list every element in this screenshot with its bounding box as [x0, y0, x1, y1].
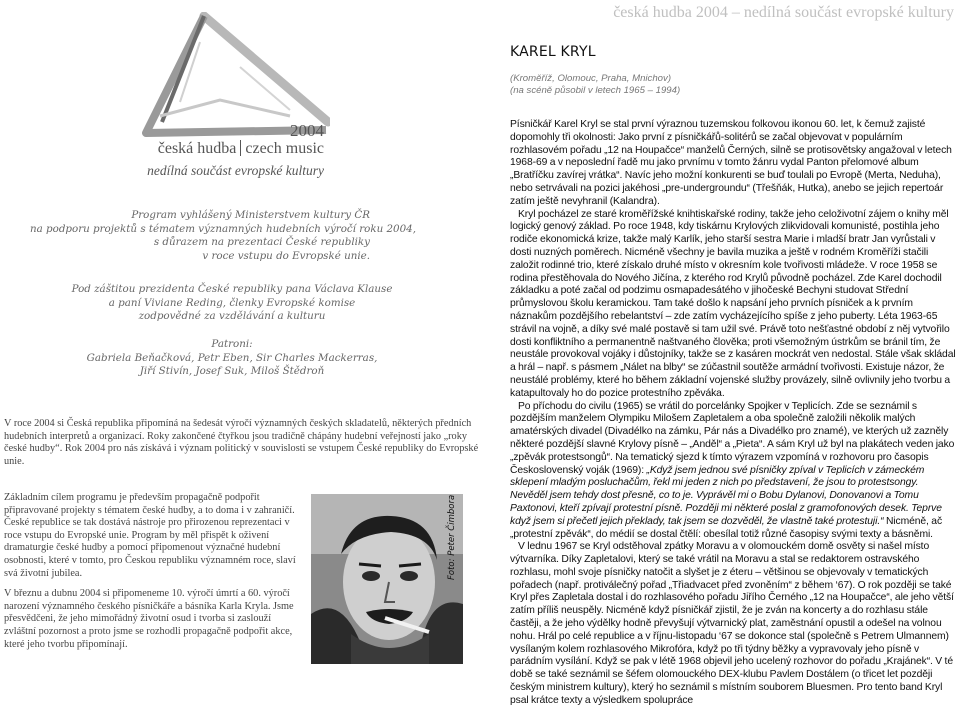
- patrons-line: Gabriela Beňačková, Petr Eben, Sir Charles Mackerras,: [86, 351, 378, 364]
- bio-paragraph: V lednu 1967 se Kryl odstěhoval zpátky Moravu a v olomouckém domě osvěty si našel místo výtvarníka. Díky Zapletalovi, který se také vrátil na Moravu a stal se redaktorem ostravského rozhlasu, mohl svoje písničky natočit a slyšet je z éteru – většinou se objevovaly v tematických pořadech (např. protiválečný pořad „Třiadvacet před zvoněním“ z během ‘67). O rok později se také Kryl přes Zapletala dostal i do rozhlasového pořadu Jiřího Černého „12 na Houpačce“, ale jeho větší zatím příliš neuspěly. Nicméně když písničkář zjistil, že je zván na koncerty a do rozhlasu stále častěji, a že jeho výdělky hodně převyšují výtvarnický plat, zaměstnání opustil a odešel na volnou nohu. Hrál po celé republice a v říjnu-listopadu ‘67 se dokonce stal (společně s Petrem Ulmannem) vysílaným kolem rozhlasového Mikrofóra, když po tři týdny běžky a vypravovaly jeho písně v parádním vysílání. Když se pak v létě 1968 objevil jeho ucelený rozhovor do pořadu „Krajánek“. V té době se také seznámil se šéfem olomouckého DEX-klubu Pavlem Dostálem (o třicet let později českým ministrem kultury), který ho seznámil s místním souborem Bluesmen. Pro tento band Kryl psal krátce texty a výsledkem spolupráce: [510, 541, 954, 706]
- logo-tagline: nedílná součást evropské kultury: [147, 163, 324, 178]
- patrons-heading: Patroni:: [211, 338, 253, 350]
- intro-paragraph: V roce 2004 si Česká republika připomíná na šedesát výročí významných českých skladatelů, některých předních hudebních interpretů a organizací. Roky zakončené čtyřkou jsou tradičně chápány hudební veřejností jako „roky české hudby“. Rok 2004 pro nás získává i význam politický v souvislosti se vstupem České republiky do Evropské unie.: [4, 418, 479, 467]
- bio-quote: „Když jsem jednou své písničky zpíval v Teplicích v zámeckém sklepení mladým posluchačům, řekl mi jeden z nich po představení, že jsou to protestsongy. Nevěděl jsem tehdy dost přesně, co to je. Vyprávěl mi o Bobu Dylanovi, Donovanovi a Tomu Paxtonovi, kteří zpívají protestní písně. Později mi některé poslal z gramofonových desek. Teprve když jsem si přečetl jejich překlady, tak jsem se dozvěděl, že vlastně také protestuji.“: [510, 464, 942, 527]
- program-line: Program vyhlášený Ministerstvem kultury ČR: [131, 209, 370, 221]
- bio-text: Po příchodu do civilu (1965) se vrátil do porcelánky Spojker v Teplicích. Zde se seznámil s pozdějším manželem Olympiku Milošem Zapletalem a oba společně založili několik malých amatérských divadel (Divadélko na zámku, Pár nás a Divadélko pro znamé), ve kterých už zaznělу některé pozdější slavné Krylovy písně – „Anděl“ a „Pieta“. A sám Kryl už byl na plakátech veden jako „zpěvák protestsongů“. Na tematický sjezd k tímto výrazem vzpomíná v rozhovoru pro časopis Československý voják (1969):: [510, 400, 955, 476]
- brand-separator: [240, 140, 241, 156]
- program-line: s důrazem na prezentaci České republiky: [153, 236, 370, 249]
- bio-text: Nicméně, ač „protestní zpěvák“, do médií se dostal čtělí: obesílal totiž různé časopisy svými texty a básněmi.: [510, 515, 943, 540]
- logo-brand: [96, 140, 324, 158]
- patronage-statement: [52, 283, 412, 324]
- patrons-line: Jiří Stivín, Josef Suk, Miloš Štědroň: [139, 365, 325, 378]
- program-goal-paragraph: Základním cílem programu je především propagačně podpořit připravované projekty s tématem české hudby, a to doma i v zahraničí. České republice se tak dostává nástroje pro přirozenou reprezentaci v roce vstupu do Evropské unie. Program by měl přispět k oživení dramaturgie české hudby a pomocí připomenout význačné hudební osobnosti, které v tomto, pro Českou republiku významném roce, slaví svá životní jubilea.: [4, 492, 296, 579]
- running-header: česká hudba 2004 – nedílná součást evropské kultury: [613, 4, 954, 21]
- program-line: v roce vstupu do Evropské unie.: [202, 249, 370, 262]
- brand-right: czech music: [245, 140, 324, 157]
- logo-year: 2004: [290, 121, 324, 140]
- bio-paragraph: Kryl pocházel ze staré kroměřížské knihtiskařské rodiny, takže jeho celoživotní zájem o knihy měl logický genový základ. Po roce 1948, kdy tiskárnu Krylových zlikvidovali komunisté, postihla jeho rodiče ekonomická krize, takže malý Karlík, jeho starší sestra Marie i mladší bratr Jan vyrůstali v dosti nuzných poměrech. Nicméně všechny je bavila muzika a ještě v rodném Kroměříži stačili založit rodinné trio, které získalo druhé místo v okresním kole tvořivosti mládeže. V roce 1958 se rodina přestěhovala do Nového Jičína, z kterého rod Krylů původně pocházel. Zde Karel dochodil základku a poté začal od podzimu osmapadesátého v jihočeské Bechyni studovat Střední průmyslovou školu keramickou. Tam také došlo k napsání jeho prvních písniček a k prvním náznakům pozdějšího rebelantství – zde zatím vycházejícího spíše z jeho puberty. Léta 1963-65 strávil na vojně, a díky své malé postavě si tam užil své. Právě toto nešťastné období z něj vytvořilo dosti konfliktního a permanentně naštvaného člověka; proti všemožným ústrkům se bránil tím, že neustále provokoval vojáky i důstojníky, takže se z kasáren mockrát ven nedostal. Stále však skládal a hrál – např. s pásmem „Nálet na blby“ se zúčastnil soutěže armádní tvořivosti. Existuje názor, že neustálé problémy, které ho během základní vojenské služby provázely, silně ovlivnily jeho tvorbu a katapultovaly ho do pozice protestního zpěváka.: [510, 208, 956, 399]
- kryl-anniversary-paragraph: V březnu a dubnu 2004 si připomeneme 10. výročí úmrtí a 60. výročí narození významného českého písničkáře a básníka Karla Kryla. Jsme přesvědčeni, že jeho mimořádný životní osud i tvorba si zaslouží zvláštní pozornost a proto jsme se rozhodli propagačně podpořit akce, které jeho tvorbu připomínají.: [4, 588, 294, 650]
- bio-paragraph: [510, 401, 957, 542]
- program-details: [4, 492, 304, 659]
- program-statement: [30, 209, 416, 263]
- artist-name: KAREL KRYL: [510, 44, 596, 60]
- patronage-line: Pod záštitou prezidenta České republiky pana Václava Klause: [71, 283, 393, 295]
- artist-active-years: (na scéně působil v letech 1965 – 1994): [510, 85, 681, 96]
- karel-kryl-portrait: [311, 494, 463, 664]
- photo-credit: Foto: Peter Čimbora: [447, 495, 457, 581]
- patrons-list: [52, 338, 412, 379]
- artist-places: (Kroměříž, Olomouc, Praha, Mnichov): [510, 73, 672, 84]
- portrait-drawing: [311, 494, 463, 664]
- triangle-logo-icon: [140, 12, 330, 137]
- patronage-line: a paní Viviane Reding, členky Evropské komise: [108, 296, 356, 309]
- program-line: na podporu projektů s tématem významných hudebních výročí roku 2004,: [30, 222, 416, 235]
- artist-header: [510, 44, 957, 97]
- patronage-line: zodpovědné za vzdělávání a kulturu: [138, 310, 326, 323]
- artist-biography: [510, 119, 957, 708]
- brand-left: česká hudba: [157, 140, 237, 157]
- bio-paragraph: Písničkář Karel Kryl se stal první výraznou tuzemskou folkovou ikonou 60. let, k čemuž zajisté dopomohly tři okolnosti: Jako první z písničkářů-solitérů se začal objevovat v populárním rozhlasovém pořadu „12 na Houpačce“ manželů Černých, silně se protisovětsky angažoval v letech 1968-69 a v neposlední řadě mu jako prvnímu v tomto žánru vydal Panton přelomové album „Bratříčku zavírej vrátka“. Navíc jeho možní konkurenti se buď toulali po Evropě (Merta, Neduha), nebo setrvávali na pozici jakéhosi „pre-undergroundu“ (Třešňák, Hutka), anebo se jejich repertoár zatím ještě nevyhranil (Kalandra).: [510, 119, 952, 207]
